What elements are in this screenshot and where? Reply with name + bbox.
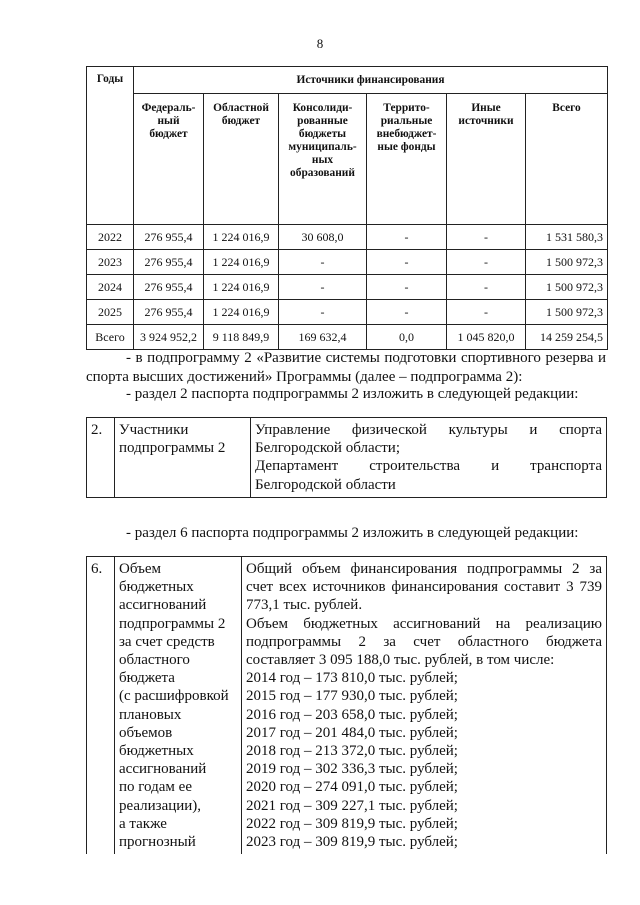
header-other: Иные источники [447, 94, 526, 225]
cell-other: - [447, 250, 526, 275]
section-6-label-line: (с расшифровкой [119, 688, 229, 705]
section-6-label-line: подпрограммы 2 [119, 615, 226, 632]
cell-year: 2025 [87, 300, 134, 325]
section-6-label-line: бюджетных [119, 743, 194, 760]
cell-regional: 1 224 016,9 [204, 250, 279, 275]
cell-federal: 3 924 952,2 [134, 325, 204, 350]
cell-territorial: - [367, 225, 447, 250]
cell-municipal: - [279, 275, 367, 300]
cell-federal: 276 955,4 [134, 225, 204, 250]
section-2-line: Управление физической культуры и спорта [255, 422, 602, 438]
section-6-year-line: 2020 год – 274 091,0 тыс. рублей; [246, 779, 458, 796]
cell-total: 1 500 972,3 [526, 250, 608, 275]
section-6-content [242, 557, 607, 855]
section-6-number: 6. [87, 557, 115, 855]
cell-year: 2023 [87, 250, 134, 275]
section-6-label-line: ассигнований [119, 597, 207, 614]
section-6-year-line: 2021 год – 309 227,1 тыс. рублей; [246, 797, 458, 814]
cell-year: 2022 [87, 225, 134, 250]
section-6-label-line: за счет средств [119, 633, 215, 650]
section-2-line: Белгородской области; [255, 440, 401, 457]
section-6-label-line: прогнозный [119, 834, 196, 851]
cell-municipal: - [279, 250, 367, 275]
cell-year: 2024 [87, 275, 134, 300]
cell-territorial: - [367, 250, 447, 275]
table-row [87, 250, 608, 275]
cell-regional: 1 224 016,9 [204, 225, 279, 250]
header-sources: Источники финансирования [134, 67, 608, 94]
cell-territorial: - [367, 300, 447, 325]
section-6-year-line: 2019 год – 302 336,3 тыс. рублей; [246, 761, 458, 778]
section-6-label-line: бюджетных [119, 579, 194, 596]
section-6-label-line: плановых [119, 706, 182, 723]
header-regional: Областной бюджет [204, 94, 279, 225]
header-territorial: Террито- риальные внебюджет- ные фонды [367, 94, 447, 225]
cell-total: 14 259 254,5 [526, 325, 608, 350]
cell-regional: 1 224 016,9 [204, 275, 279, 300]
section-2-table [86, 417, 607, 498]
header-years: Годы [87, 67, 134, 225]
cell-other: - [447, 275, 526, 300]
section-6-table [86, 556, 607, 854]
cell-federal: 276 955,4 [134, 275, 204, 300]
cell-municipal: - [279, 300, 367, 325]
cell-total: 1 500 972,3 [526, 275, 608, 300]
section-6-label [115, 557, 242, 855]
cell-municipal: 30 608,0 [279, 225, 367, 250]
paragraph-section-6: - раздел 6 паспорта подпрограммы 2 изложить в следующей редакции: [126, 525, 579, 541]
cell-regional: 9 118 849,9 [204, 325, 279, 350]
cell-total: 1 500 972,3 [526, 300, 608, 325]
paragraph-subprogram-2: - в подпрограмму 2 «Развитие системы подготовки спортивного резерва и спорта высших достижений» Программы (далее – подпрограмма 2): [86, 350, 606, 385]
section-2-line: Белгородской области [255, 476, 396, 493]
section-6-year-line: 2023 год – 309 819,9 тыс. рублей; [246, 834, 458, 851]
cell-regional: 1 224 016,9 [204, 300, 279, 325]
cell-territorial: - [367, 275, 447, 300]
section-6-label-line: Объем [119, 561, 161, 577]
cell-territorial: 0,0 [367, 325, 447, 350]
table-row [87, 275, 608, 300]
table-row [87, 325, 608, 350]
section-6-year-line: 2017 год – 201 484,0 тыс. рублей; [246, 724, 458, 741]
section-6-year-line: 2022 год – 309 819,9 тыс. рублей; [246, 815, 458, 832]
section-6-label-line: объемов [119, 724, 173, 741]
financing-table [86, 66, 608, 350]
section-2-label: Участники подпрограммы 2 [115, 418, 251, 498]
cell-municipal: 169 632,4 [279, 325, 367, 350]
cell-other: 1 045 820,0 [447, 325, 526, 350]
section-6-label-line: по годам ее [119, 779, 192, 796]
section-2-content [251, 418, 607, 498]
section-2-number: 2. [87, 418, 115, 498]
cell-other: - [447, 300, 526, 325]
table-row [87, 225, 608, 250]
section-6-total: Общий объем финансирования подпрограммы 2 за счет всех источников финансирования составит 3 739 773,1 тыс. рублей. [246, 561, 602, 614]
section-6-label-line: бюджета [119, 670, 175, 687]
header-total: Всего [526, 94, 608, 225]
cell-year: Всего [87, 325, 134, 350]
section-2-line: Департамент строительства и транспорта [255, 458, 602, 475]
cell-other: - [447, 225, 526, 250]
table-row [87, 300, 608, 325]
section-6-regional: Объем бюджетных ассигнований на реализацию подпрограммы 2 за счет областного бюджета составляет 3 095 188,0 тыс. рублей, в том числе: [246, 615, 602, 669]
section-6-label-line: областного [119, 652, 190, 669]
section-6-label-line: реализации), [119, 797, 202, 814]
section-6-label-line: а также [119, 815, 167, 832]
section-6-year-line: 2015 год – 177 930,0 тыс. рублей; [246, 688, 458, 705]
cell-federal: 276 955,4 [134, 300, 204, 325]
page-number: 8 [316, 36, 324, 51]
cell-total: 1 531 580,3 [526, 225, 608, 250]
header-federal: Федераль- ный бюджет [134, 94, 204, 225]
section-6-year-line: 2014 год – 173 810,0 тыс. рублей; [246, 670, 458, 687]
section-6-label-line: ассигнований [119, 761, 207, 778]
header-municipal: Консолиди- рованные бюджеты муниципаль- ных образований [279, 94, 367, 225]
section-6-year-line: 2018 год – 213 372,0 тыс. рублей; [246, 743, 458, 760]
cell-federal: 276 955,4 [134, 250, 204, 275]
paragraph-section-2: - раздел 2 паспорта подпрограммы 2 изложить в следующей редакции: [126, 386, 579, 402]
section-6-year-line: 2016 год – 203 658,0 тыс. рублей; [246, 706, 458, 723]
